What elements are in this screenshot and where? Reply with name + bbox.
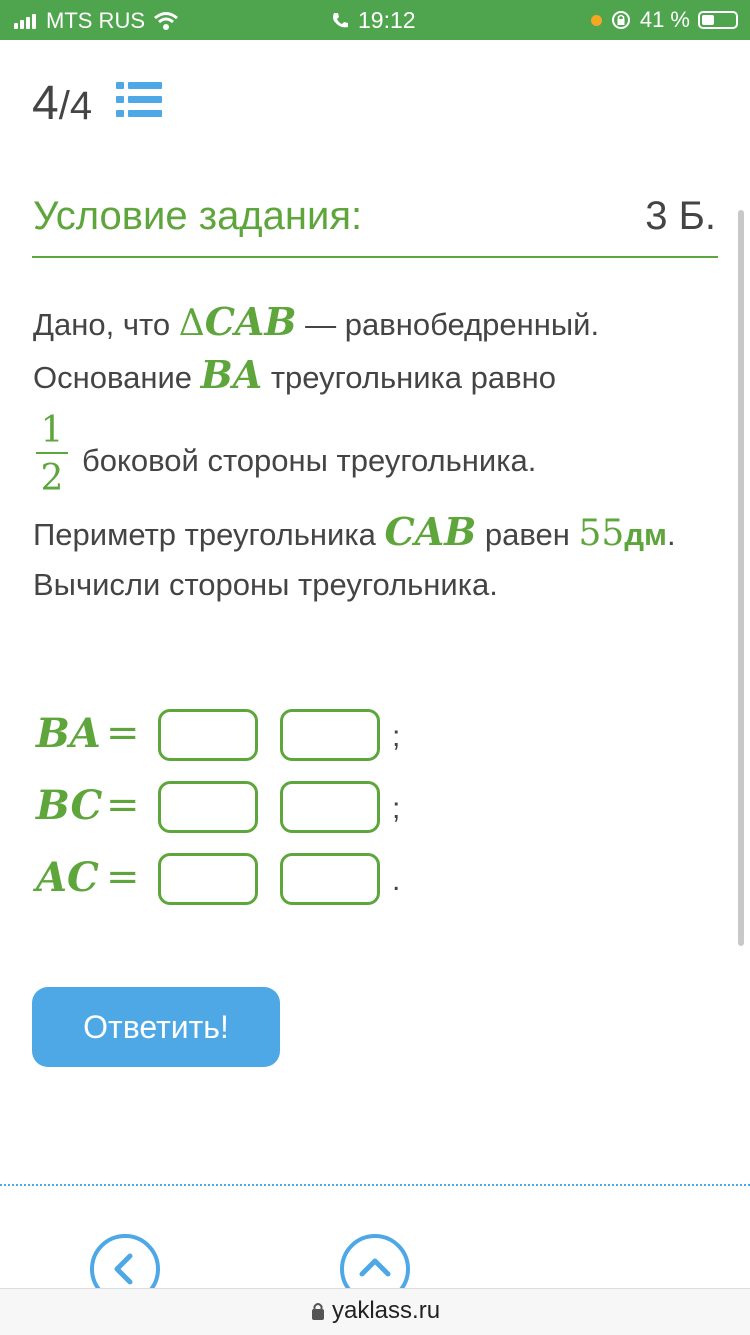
url-text: yaklass.ru [332,1297,441,1324]
problem-text: равен [476,517,579,552]
answer-label-ba: BA [36,710,101,757]
status-right [591,7,738,33]
answer-input-ba-2[interactable] [280,709,380,761]
status-center [330,7,416,34]
perimeter-unit: дм [624,517,667,552]
problem-text: боковой стороны треугольника. [82,443,537,478]
fraction-bar [36,452,68,454]
footer-divider [0,1184,750,1186]
carrier-name: MTS RUS [46,8,145,33]
problem-line-3 [82,441,536,481]
lock-icon [310,1301,326,1321]
problem-text: Вычисли стороны треугольника. [33,567,498,602]
title-divider [32,256,718,258]
fraction [36,410,68,499]
fraction-numerator: 1 [40,410,64,451]
battery-icon [698,11,738,29]
problem-text: . [666,517,676,552]
orientation-lock-icon [610,9,632,31]
perimeter-value: 55 [578,513,625,554]
task-title: Условие задания: [33,194,363,238]
problem-text: треугольника равно [262,360,556,395]
equals-sign: = [106,782,140,828]
answer-punct: ; [392,792,401,825]
task-counter [32,76,92,131]
signal-icon [14,13,38,29]
equals-sign: = [106,710,140,756]
answer-punct: . [392,864,401,897]
equals-sign: = [106,854,140,900]
fraction-denominator: 2 [40,458,64,499]
phone-icon [330,11,350,31]
current-task-number: 4 [32,77,59,130]
triangle-name: CAB [384,509,477,554]
clock: 19:12 [358,7,416,33]
problem-text: Дано, что [33,307,179,342]
problem-line-4 [33,509,676,555]
browser-url-bar[interactable] [0,1288,750,1335]
privacy-dot-icon [591,15,602,26]
submit-button[interactable]: Ответить! [32,987,280,1067]
problem-line-2 [33,352,556,398]
battery-percent: 41 % [639,7,690,32]
counter-separator: / [58,84,70,128]
answer-input-bc-2[interactable] [280,781,380,833]
wifi-icon [153,11,179,31]
answer-punct: ; [392,720,401,753]
answer-input-ac-1[interactable] [158,853,258,905]
list-icon[interactable] [116,80,162,120]
problem-line-5 [33,565,498,605]
problem-text: — равнобедренный. [296,307,600,342]
answer-input-bc-1[interactable] [158,781,258,833]
answer-label-bc: BC [36,782,103,829]
problem-text: Периметр треугольника [33,517,385,552]
problem-line-1 [33,299,600,345]
delta-symbol: Δ [178,303,205,344]
status-left [14,8,179,34]
task-points: 3 Б. [645,194,716,238]
answer-input-ba-1[interactable] [158,709,258,761]
scrollbar[interactable] [738,210,744,946]
base-name: BA [200,352,263,397]
answer-input-ac-2[interactable] [280,853,380,905]
problem-text: Основание [33,360,201,395]
answer-label-ac: AC [36,854,99,901]
triangle-name: CAB [204,299,297,344]
status-bar [0,0,750,40]
total-task-number: 4 [69,84,93,128]
url-display [310,1297,440,1325]
